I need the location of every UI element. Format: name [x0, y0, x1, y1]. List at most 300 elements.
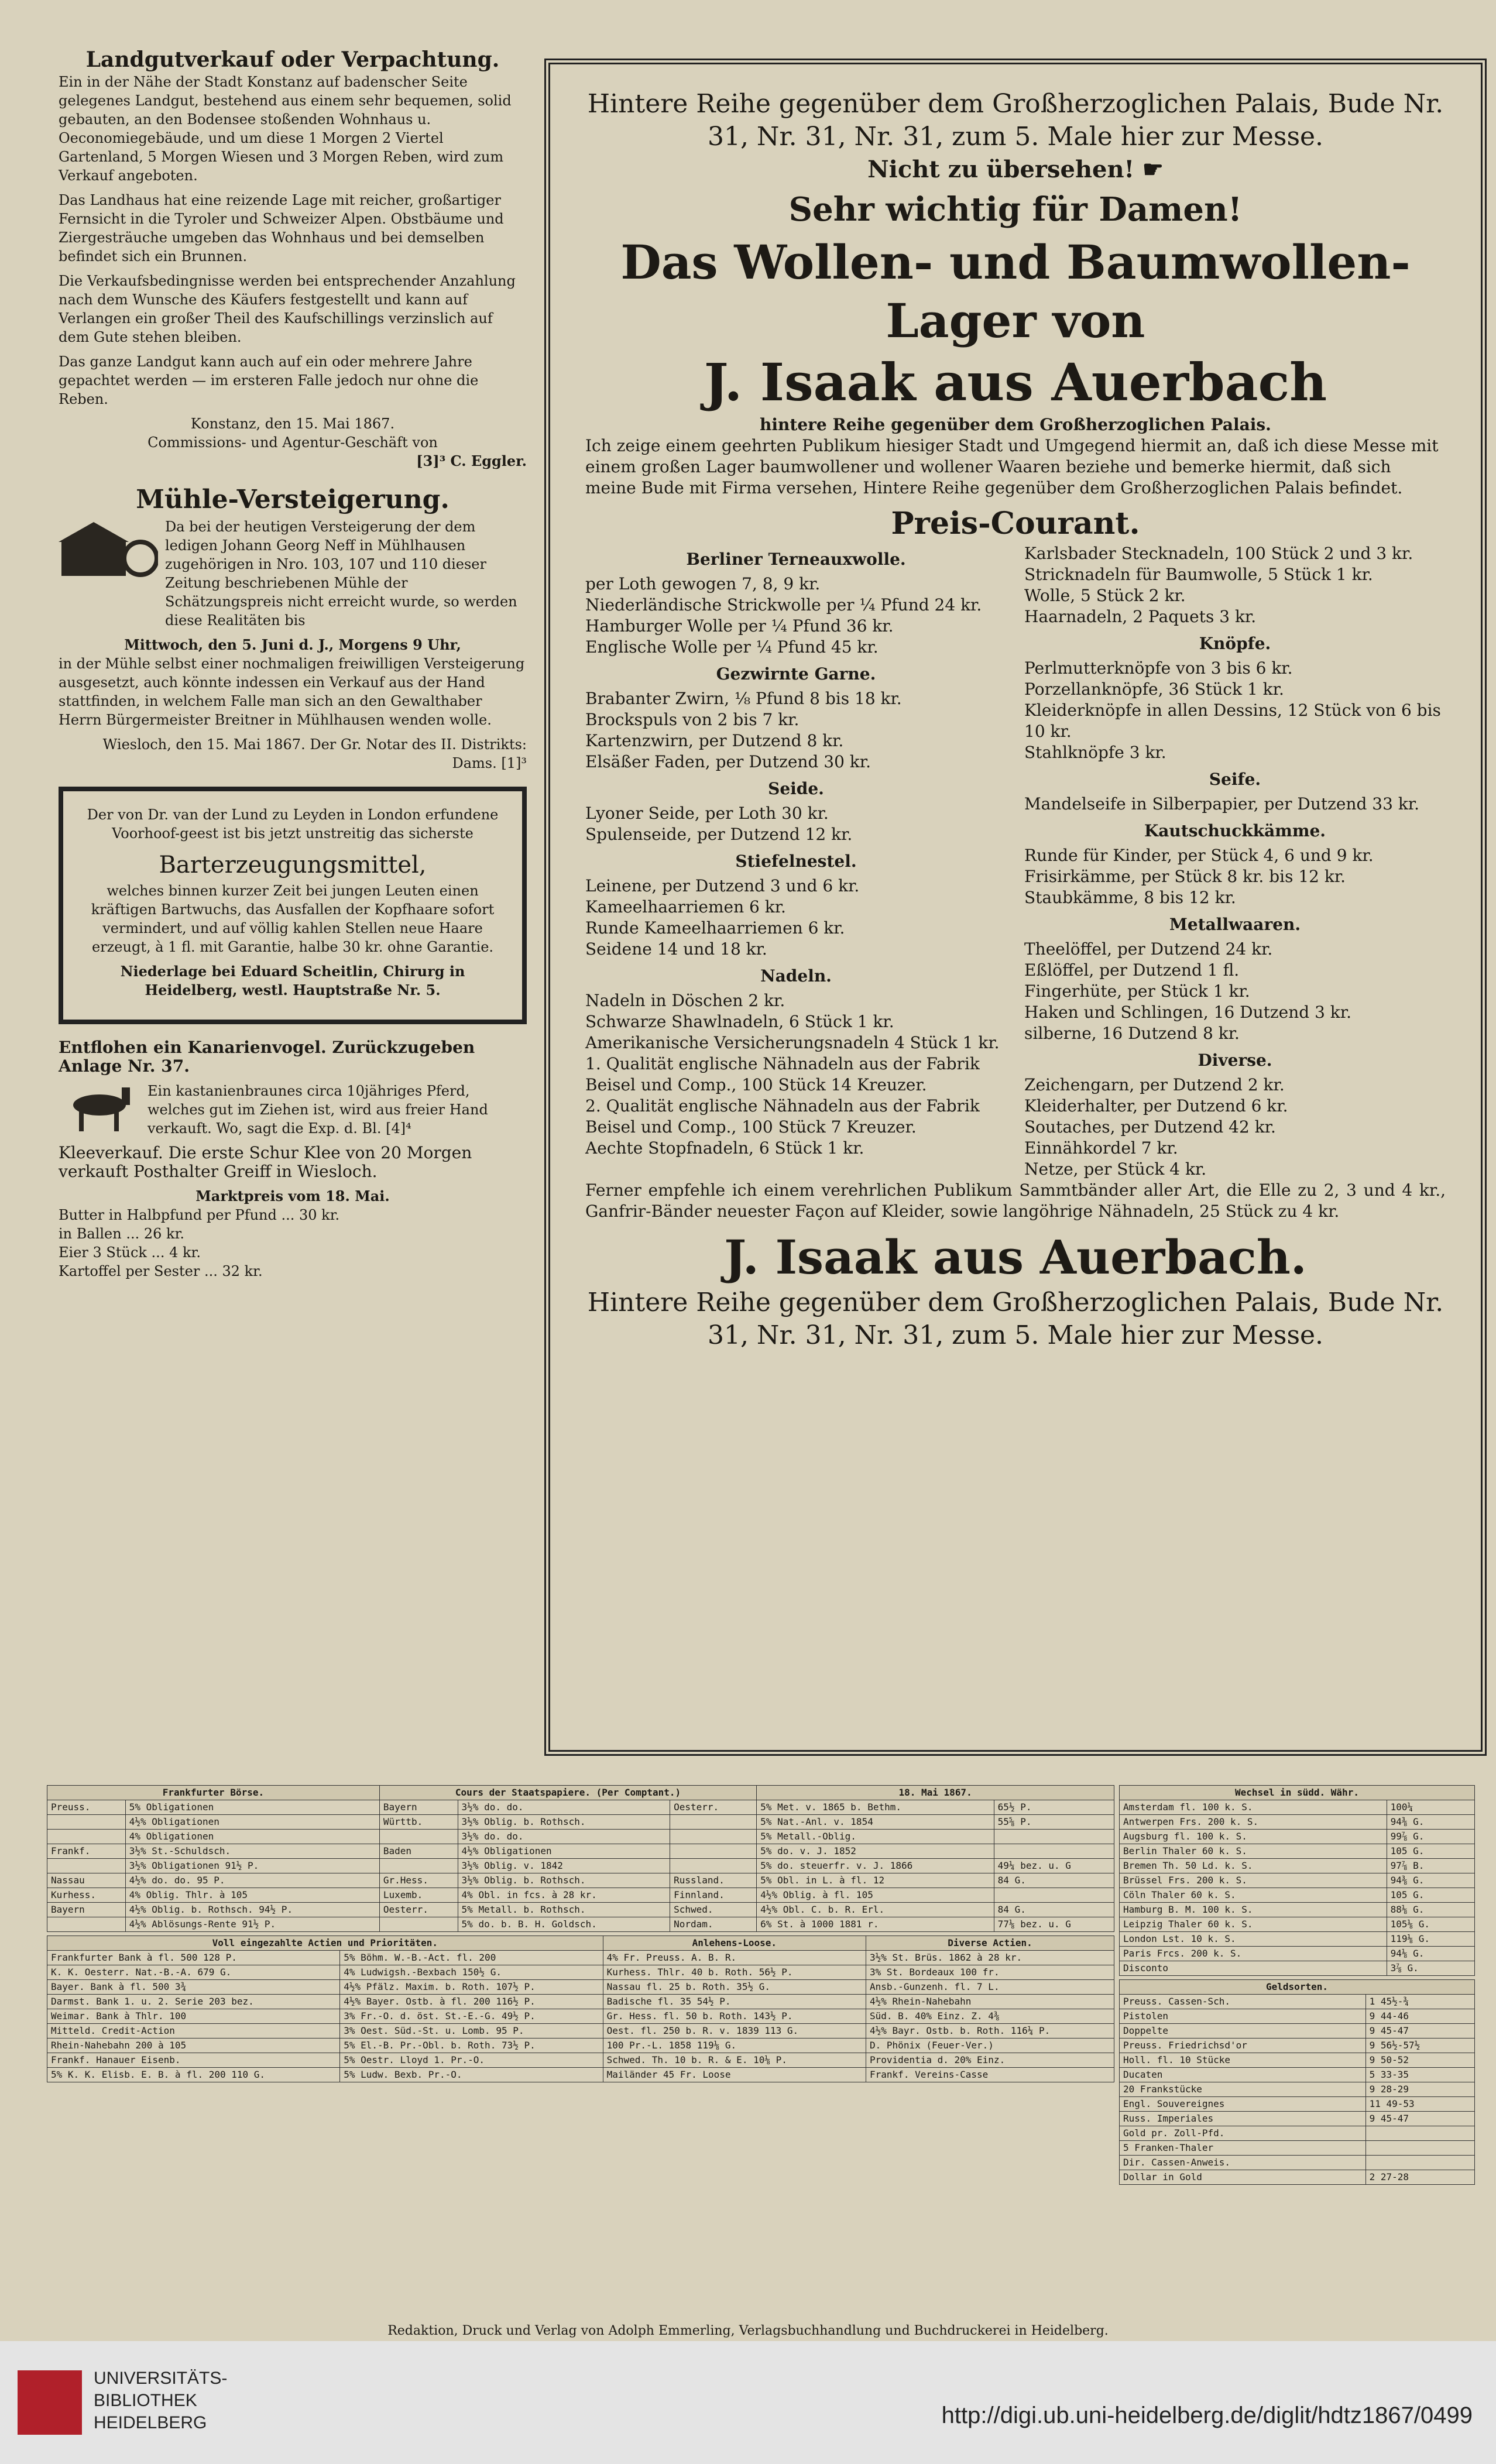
wechsel-row — [1120, 1917, 1475, 1932]
stock-cell — [994, 1844, 1114, 1859]
stock-cell: 55⅝ P. — [994, 1815, 1114, 1830]
wechsel-cell: 119⅛ G. — [1387, 1932, 1474, 1947]
stock-cell — [670, 1844, 757, 1859]
geld-cell: 5 Franken-Thaler — [1120, 2141, 1366, 2156]
stock-cell: 5% Obligationen — [125, 1800, 379, 1815]
price-section-heading: Gezwirnte Garne. — [716, 664, 876, 684]
stock-row — [47, 1873, 1114, 1888]
stock-cell — [670, 1815, 757, 1830]
stock-cell: 3½% St.-Schuldsch. — [125, 1844, 379, 1859]
stock-cell: 4% Obligationen — [125, 1830, 379, 1844]
price-item: Zeichengarn, per Dutzend 2 kr. — [1024, 1075, 1285, 1094]
price-item: Nadeln in Döschen 2 kr. — [585, 991, 785, 1010]
geld-cell: 9 28-29 — [1365, 2082, 1474, 2097]
stock-cell: Bayern — [379, 1800, 458, 1815]
actien-cell: Gr. Hess. fl. 50 b. Roth. 143½ P. — [603, 2009, 866, 2024]
wechsel-cell: 105 G. — [1387, 1888, 1474, 1903]
horse-ad — [59, 1082, 527, 1144]
price-item: Theelöffel, per Dutzend 24 kr. — [1024, 939, 1273, 959]
price-item: Kartenzwirn, per Dutzend 8 kr. — [585, 731, 844, 750]
price-item: per Loth gewogen 7, 8, 9 kr. — [585, 574, 821, 593]
market-price-row: in Ballen ... 26 kr. — [59, 1226, 185, 1242]
actien-cell: 100 Pr.-L. 1858 119⅛ G. — [603, 2039, 866, 2053]
wechsel-cell: Brüssel Frs. 200 k. S. — [1120, 1873, 1387, 1888]
geld-cell: Russ. Imperiales — [1120, 2112, 1366, 2126]
stock-cell: Gr.Hess. — [379, 1873, 458, 1888]
stock-cell: 77⅛ bez. u. G — [994, 1917, 1114, 1932]
library-logo-icon — [18, 2370, 82, 2435]
price-item: Runde Kameelhaarriemen 6 kr. — [585, 918, 845, 938]
beard-ad-intro: Der von Dr. van der Lund zu Leyden in London erfundene Voorhoof-geest ist bis jetzt unstreitig das sicherste — [87, 807, 499, 842]
wechsel-row — [1120, 1830, 1475, 1844]
geld-cell: Gold pr. Zoll-Pfd. — [1120, 2126, 1366, 2141]
wechsel-row — [1120, 1947, 1475, 1961]
geld-cell: 9 45-47 — [1365, 2112, 1474, 2126]
beard-ad-title: Barterzeugungsmittel, — [159, 852, 427, 878]
price-section-heading: Nadeln. — [760, 966, 832, 986]
wechsel-cell: Hamburg B. M. 100 k. S. — [1120, 1903, 1387, 1917]
ad-location: hintere Reihe gegenüber dem Großherzoglichen Palais. — [760, 415, 1271, 434]
actien-cell: Frankf. Hanauer Eisenb. — [47, 2053, 340, 2068]
geld-row — [1120, 2097, 1475, 2112]
price-item: Staubkämme, 8 bis 12 kr. — [1024, 888, 1236, 907]
geld-cell: 9 45-47 — [1365, 2024, 1474, 2039]
geld-cell: 5 33-35 — [1365, 2068, 1474, 2082]
land-paragraph-2: Das Landhaus hat eine reizende Lage mit reicher, großartiger Fernsicht in die Tyroler und Schweizer Alpen. Obstbäume und Ziergesträuche umgeben das Wohnhaus und bei demselben befindet sich ein Brunnen. — [59, 192, 504, 265]
price-item: Amerikanische Versicherungsnadeln 4 Stück 1 kr. — [585, 1033, 1000, 1052]
actien-cell: K. K. Oesterr. Nat.-B.-A. 679 G. — [47, 1965, 340, 1980]
land-signature-2: Commissions- und Agentur-Geschäft von — [147, 434, 438, 451]
geld-row — [1120, 2082, 1475, 2097]
stock-cell: Württb. — [379, 1815, 458, 1830]
wechsel-row — [1120, 1932, 1475, 1947]
actien-cell: 4½% Bayer. Ostb. à fl. 200 116½ P. — [340, 1995, 603, 2009]
price-item: 1. Qualität englische Nähnadeln aus der Fabrik Beisel und Comp., 100 Stück 14 Kreuzer. — [585, 1054, 980, 1094]
actien-cell: Badische fl. 35 54½ P. — [603, 1995, 866, 2009]
stock-cell: Kurhess. — [47, 1888, 126, 1903]
wechsel-cell: 94⅛ G. — [1387, 1947, 1474, 1961]
actien-cell: 4½% Pfälz. Maxim. b. Roth. 107½ P. — [340, 1980, 603, 1995]
stock-row — [47, 1859, 1114, 1873]
stock-cell — [379, 1917, 458, 1932]
actien-cell: 4½% Rhein-Nahebahn — [866, 1995, 1114, 2009]
land-signature-1: Konstanz, den 15. Mai 1867. — [190, 416, 395, 432]
wechsel-table — [1119, 1785, 1475, 1976]
stock-cell: 4% Obl. in fcs. à 28 kr. — [458, 1888, 670, 1903]
stock-cell — [994, 1830, 1114, 1844]
stock-cell — [994, 1888, 1114, 1903]
geld-cell — [1365, 2126, 1474, 2141]
price-item: Stahlknöpfe 3 kr. — [1024, 743, 1166, 762]
actien-cell: 5% Böhm. W.-B.-Act. fl. 200 — [340, 1951, 603, 1965]
market-price-row: Eier 3 Stück ... 4 kr. — [59, 1244, 201, 1261]
geld-cell — [1365, 2141, 1474, 2156]
price-item: Runde für Kinder, per Stück 4, 6 und 9 kr. — [1024, 846, 1374, 865]
ad-title-1: Das Wollen- und Baumwollen- — [620, 235, 1411, 290]
actien-cell: Providentia d. 20% Einz. — [866, 2053, 1114, 2068]
geld-row — [1120, 2112, 1475, 2126]
actien-cell: Süd. B. 40% Einz. Z. 4⅜ — [866, 2009, 1114, 2024]
geld-cell: Doppelte — [1120, 2024, 1366, 2039]
geld-cell: Ducaten — [1120, 2068, 1366, 2082]
geld-row — [1120, 2024, 1475, 2039]
stock-cell: 4½% Ablösungs-Rente 91½ P. — [125, 1917, 379, 1932]
muehle-date: Mittwoch, den 5. Juni d. J., Morgens 9 Uhr, — [124, 636, 461, 653]
geld-table — [1119, 1979, 1475, 2185]
stock-cell: 5% Nat.-Anl. v. 1854 — [757, 1815, 994, 1830]
wechsel-cell: Bremen Th. 50 Ld. k. S. — [1120, 1859, 1387, 1873]
actien-cell: 3% St. Bordeaux 100 fr. — [866, 1965, 1114, 1980]
boerse-title: Frankfurter Börse. — [47, 1786, 380, 1800]
actien-cell: Oest. fl. 250 b. R. v. 1839 113 G. — [603, 2024, 866, 2039]
price-item: Haken und Schlingen, 16 Dutzend 3 kr. — [1024, 1003, 1351, 1022]
actien-cell: 5% Ludw. Bexb. Pr.-O. — [340, 2068, 603, 2082]
geld-cell: Preuss. Cassen-Sch. — [1120, 1995, 1366, 2009]
actien-cell: Schwed. Th. 10 b. R. & E. 10⅛ P. — [603, 2053, 866, 2068]
market-title: Marktpreis vom 18. Mai. — [195, 1188, 390, 1204]
geld-row — [1120, 2170, 1475, 2185]
geld-row — [1120, 2053, 1475, 2068]
wechsel-cell: 3⅞ G. — [1387, 1961, 1474, 1976]
stock-cell — [670, 1859, 757, 1873]
ad-not-miss: Nicht zu übersehen! ☛ — [867, 156, 1164, 183]
stock-cell: Baden — [379, 1844, 458, 1859]
wechsel-row — [1120, 1903, 1475, 1917]
library-name-line-3: HEIDELBERG — [94, 2413, 207, 2432]
price-item: Kleiderhalter, per Dutzend 6 kr. — [1024, 1096, 1288, 1116]
ad-bottom-line: Hintere Reihe gegenüber dem Großherzoglichen Palais, Bude Nr. 31, Nr. 31, Nr. 31, zum 5. Male hier zur Messe. — [587, 1288, 1444, 1350]
wechsel-cell: 94⅜ G. — [1387, 1815, 1474, 1830]
price-item: Porzellanknöpfe, 36 Stück 1 kr. — [1024, 680, 1284, 699]
wechsel-cell: 94⅜ G. — [1387, 1873, 1474, 1888]
stock-cell: 65½ P. — [994, 1800, 1114, 1815]
geld-cell: Dollar in Gold — [1120, 2170, 1366, 2185]
exchange-section — [47, 1785, 1475, 2185]
source-url-link[interactable]: http://digi.ub.uni-heidelberg.de/diglit/hdtz1867/0499 — [941, 2403, 1473, 2428]
geld-cell: 1 45½-¾ — [1365, 1995, 1474, 2009]
land-paragraph-4: Das ganze Landgut kann auch auf ein oder mehrere Jahre gepachtet werden — im ersteren Falle jedoch nur ohne die Reben. — [59, 354, 479, 407]
price-list-title: Preis-Courant. — [891, 506, 1140, 541]
ad-closing: Ferner empfehle ich einem verehrlichen Publikum Sammtbänder aller Art, die Elle zu 2, 3 und 4 kr., Ganfrir-Bänder neuester Façon auf Kleider, sowie langöhrige Nähnadeln, 25 Stück zu 4 kr. — [585, 1180, 1446, 1221]
muehle-text: Da bei der heutigen Versteigerung der dem ledigen Johann Georg Neff in Mühlhausen zugehörigen in Nro. 103, 107 und 110 dieser Zeitung beschriebenen Mühle der Schätzungspreis nicht erreicht wurde, so werden diese Realitäten bis — [165, 519, 517, 629]
stock-cell: Frankf. — [47, 1844, 126, 1859]
price-item: Karlsbader Stecknadeln, 100 Stück 2 und 3 kr. — [1024, 544, 1413, 563]
stock-cell: 5% do. steuerfr. v. J. 1866 — [757, 1859, 994, 1873]
actien-table — [47, 1935, 1114, 2082]
geld-cell: 20 Frankstücke — [1120, 2082, 1366, 2097]
wechsel-cell: London Lst. 10 k. S. — [1120, 1932, 1387, 1947]
stock-cell: Luxemb. — [379, 1888, 458, 1903]
stock-cell: 5% do. b. B. H. Goldsch. — [458, 1917, 670, 1932]
actien-cell: D. Phönix (Feuer-Ver.) — [866, 2039, 1114, 2053]
wechsel-cell: Amsterdam fl. 100 k. S. — [1120, 1800, 1387, 1815]
price-item: Englische Wolle per ¼ Pfund 45 kr. — [585, 637, 879, 657]
stock-cell: 4½% Oblig. à fl. 105 — [757, 1888, 994, 1903]
geld-cell: 9 56½-57½ — [1365, 2039, 1474, 2053]
wechsel-cell: Antwerpen Frs. 200 k. S. — [1120, 1815, 1387, 1830]
actien-cell: Mailänder 45 Fr. Loose — [603, 2068, 866, 2082]
boerse-date: 18. Mai 1867. — [757, 1786, 1114, 1800]
imprint: Redaktion, Druck und Verlag von Adolph Emmerling, Verlagsbuchhandlung und Buchdruckerei in Heidelberg. — [387, 2324, 1109, 2338]
stock-cell: Finnland. — [670, 1888, 757, 1903]
stock-cell — [47, 1815, 126, 1830]
stock-cell — [379, 1830, 458, 1844]
geld-row — [1120, 2126, 1475, 2141]
price-section-heading: Seide. — [768, 779, 824, 798]
stock-cell — [379, 1859, 458, 1873]
price-section-heading: Metallwaaren. — [1169, 915, 1301, 934]
geld-row — [1120, 2009, 1475, 2024]
price-item: Mandelseife in Silberpapier, per Dutzend 33 kr. — [1024, 794, 1420, 814]
wechsel-cell: 88⅛ G. — [1387, 1903, 1474, 1917]
price-item: Haarnadeln, 2 Paquets 3 kr. — [1024, 607, 1257, 626]
price-item: Stricknadeln für Baumwolle, 5 Stück 1 kr. — [1024, 565, 1373, 584]
market-price-list — [59, 1206, 527, 1281]
stock-row — [47, 1903, 1114, 1917]
ad-firm: J. Isaak aus Auerbach — [704, 352, 1327, 413]
actien-cell: 4% Ludwigsh.-Bexbach 150½ G. — [340, 1965, 603, 1980]
price-item: Soutaches, per Dutzend 42 kr. — [1024, 1117, 1276, 1137]
price-section-heading: Kautschuckkämme. — [1144, 821, 1326, 840]
cours-title: Cours der Staatspapiere. (Per Comptant.) — [379, 1786, 756, 1800]
actien-row — [47, 2024, 1114, 2039]
wechsel-row — [1120, 1844, 1475, 1859]
muehle-block — [59, 517, 527, 636]
stock-cell: 4½% Obligationen — [125, 1815, 379, 1830]
price-item: Perlmutterknöpfe von 3 bis 6 kr. — [1024, 658, 1293, 678]
actien-row — [47, 2068, 1114, 2082]
wechsel-cell: 99⅞ G. — [1387, 1830, 1474, 1844]
geld-cell: 2 27-28 — [1365, 2170, 1474, 2185]
library-footer — [0, 2341, 1496, 2464]
actien-cell: Frankf. Vereins-Casse — [866, 2068, 1114, 2082]
stock-cell: 5% Obl. in L. à fl. 12 — [757, 1873, 994, 1888]
actien-cell: Bayer. Bank à fl. 500 3¾ — [47, 1980, 340, 1995]
price-section-heading: Berliner Terneauxwolle. — [686, 550, 906, 569]
price-item: Leinene, per Dutzend 3 und 6 kr. — [585, 876, 860, 895]
geld-cell: 11 49-53 — [1365, 2097, 1474, 2112]
stock-cell: Oesterr. — [670, 1800, 757, 1815]
geld-cell: 9 44-46 — [1365, 2009, 1474, 2024]
geld-title: Geldsorten. — [1120, 1980, 1475, 1995]
wechsel-cell: 105 G. — [1387, 1844, 1474, 1859]
actien-row — [47, 1951, 1114, 1965]
price-column-2 — [1024, 543, 1446, 1180]
geld-cell: Dir. Cassen-Anweis. — [1120, 2156, 1366, 2170]
stock-cell: 4½% do. do. 95 P. — [125, 1873, 379, 1888]
price-item: Kameelhaarriemen 6 kr. — [585, 897, 786, 917]
price-item: Seidene 14 und 18 kr. — [585, 939, 767, 959]
beard-ad-text: welches binnen kurzer Zeit bei jungen Leuten einen kräftigen Bartwuchs, das Ausfallen der Kopfhaare sofort vermindert, und auf völlig kahlen Stellen neue Haare erzeugt, à 1 fl. mit Garantie, halbe 30 kr. ohne Garantie. — [91, 883, 495, 955]
price-item: Elsäßer Faden, per Dutzend 30 kr. — [585, 752, 871, 771]
stock-row — [47, 1888, 1114, 1903]
stock-cell: Bayern — [47, 1903, 126, 1917]
stock-row — [47, 1917, 1114, 1932]
wechsel-row — [1120, 1888, 1475, 1903]
stock-row — [47, 1800, 1114, 1815]
wechsel-cell: Berlin Thaler 60 k. S. — [1120, 1844, 1387, 1859]
stock-row — [47, 1815, 1114, 1830]
stock-cell — [47, 1830, 126, 1844]
wechsel-row — [1120, 1859, 1475, 1873]
horse-icon — [59, 1082, 140, 1134]
stock-cell: Preuss. — [47, 1800, 126, 1815]
stock-cell: 4½% Obligationen — [458, 1844, 670, 1859]
actien-cell: 4% Fr. Preuss. A. B. R. — [603, 1951, 866, 1965]
mill-icon — [59, 517, 158, 582]
stock-row — [47, 1830, 1114, 1844]
actien-cell: Frankfurter Bank à fl. 500 128 P. — [47, 1951, 340, 1965]
actien-cell: 5% K. K. Elisb. E. B. à fl. 200 110 G. — [47, 2068, 340, 2082]
land-paragraph-1: Ein in der Nähe der Stadt Konstanz auf badenscher Seite gelegenes Landgut, bestehend aus einem sehr bequemen, solid gebauten, an den Bodensee stoßenden Wohnhaus u. Oeconomiegebäude, und um diese 1 Morgen 2 Viertel Gartenland, 5 Morgen Wiesen und 3 Morgen Reben, wird zum Verkauf angeboten. — [59, 74, 512, 184]
geld-cell: Pistolen — [1120, 2009, 1366, 2024]
actien-row — [47, 1965, 1114, 1980]
actien-cell: Ansb.-Gunzenh. fl. 7 L. — [866, 1980, 1114, 1995]
wechsel-cell: Paris Frcs. 200 k. S. — [1120, 1947, 1387, 1961]
stock-cell: 3½% do. do. — [458, 1800, 670, 1815]
actien-cell: 3½% St. Brüs. 1862 à 28 kr. — [866, 1951, 1114, 1965]
horse-ad-text: Ein kastanienbraunes circa 10jähriges Pferd, welches gut im Ziehen ist, wird aus freier Hand verkauft. Wo, sagt die Exp. d. Bl. [4]⁴ — [147, 1083, 488, 1137]
klee-ad: Kleeverkauf. Die erste Schur Klee von 20 Morgen verkauft Posthalter Greiff in Wiesloch. — [59, 1143, 472, 1181]
market-price-row: Butter in Halbpfund per Pfund ... 30 kr. — [59, 1207, 340, 1223]
stock-cell: Russland. — [670, 1873, 757, 1888]
stock-cell: Nordam. — [670, 1917, 757, 1932]
actien-cell: 3% Oest. Süd.-St. u. Lomb. 95 P. — [340, 2024, 603, 2039]
library-name-line-1: UNIVERSITÄTS- — [94, 2369, 228, 2388]
price-list — [585, 543, 1446, 1180]
stock-cell: Schwed. — [670, 1903, 757, 1917]
market-price-row: Kartoffel per Sester ... 32 kr. — [59, 1263, 263, 1279]
wechsel-cell: 100¼ — [1387, 1800, 1474, 1815]
price-item: Fingerhüte, per Stück 1 kr. — [1024, 982, 1250, 1001]
geld-cell: 9 50-52 — [1365, 2053, 1474, 2068]
ad-ladies: Sehr wichtig für Damen! — [788, 190, 1243, 229]
entflohen-ad: Entflohen ein Kanarienvogel. Zurückzugeben Anlage Nr. 37. — [59, 1038, 475, 1076]
geld-cell — [1365, 2156, 1474, 2170]
land-paragraph-3: Die Verkaufsbedingnisse werden bei entsprechender Anzahlung nach dem Wunsche des Käufers festgestellt und kann auf Verlangen ein großer Theil des Kaufschillings verzinslich auf dem Gute stehen bleiben. — [59, 273, 516, 345]
stock-cell: 5% do. v. J. 1852 — [757, 1844, 994, 1859]
actien-cell: Nassau fl. 25 b. Roth. 35½ G. — [603, 1980, 866, 1995]
actien-cell: 5% Oestr. Lloyd 1. Pr.-O. — [340, 2053, 603, 2068]
actien-cell: Weimar. Bank à Thlr. 100 — [47, 2009, 340, 2024]
price-item: Wolle, 5 Stück 2 kr. — [1024, 586, 1186, 605]
price-item: 2. Qualität englische Nähnadeln aus der Fabrik Beisel und Comp., 100 Stück 7 Kreuzer. — [585, 1096, 980, 1137]
price-item: Frisirkämme, per Stück 8 kr. bis 12 kr. — [1024, 867, 1346, 886]
stock-row — [47, 1844, 1114, 1859]
stock-cell: 3½% Oblig. v. 1842 — [458, 1859, 670, 1873]
actien-row — [47, 2009, 1114, 2024]
stock-cell: 3½% Obligationen 91½ P. — [125, 1859, 379, 1873]
ad-title-2: Lager von — [886, 293, 1145, 348]
auerbach-ad — [544, 59, 1487, 1756]
ad-intro: Ich zeige einem geehrten Publikum hiesiger Stadt und Umgegend hiermit an, daß ich diese Messe mit einem großen Lager baumwollener und wollener Waaren beziehe und bemerke hiermit, daß sich meine Bude mit Firma versehen, Hintere Reihe gegenüber dem Großherzoglichen Palais befindet. — [585, 436, 1439, 497]
wechsel-cell: Cöln Thaler 60 k. S. — [1120, 1888, 1387, 1903]
actien-cell: Kurhess. Thlr. 40 b. Roth. 56½ P. — [603, 1965, 866, 1980]
stock-cell: Nassau — [47, 1873, 126, 1888]
price-item: Schwarze Shawlnadeln, 6 Stück 1 kr. — [585, 1012, 894, 1031]
wechsel-cell: Leipzig Thaler 60 k. S. — [1120, 1917, 1387, 1932]
wechsel-row — [1120, 1873, 1475, 1888]
anleihen-title: Anlehens-Loose. — [603, 1936, 866, 1951]
price-section-heading: Diverse. — [1198, 1051, 1272, 1070]
geld-cell: Engl. Souvereignes — [1120, 2097, 1366, 2112]
ad-firm-2: J. Isaak aus Auerbach. — [724, 1230, 1307, 1285]
stock-cell: 5% Metall.-Oblig. — [757, 1830, 994, 1844]
stock-cell: 49¼ bez. u. G — [994, 1859, 1114, 1873]
beard-ad-store: Niederlage bei Eduard Scheitlin, Chirurg in Heidelberg, westl. Hauptstraße Nr. 5. — [120, 963, 465, 998]
stock-cell: 3½% Oblig. b. Rothsch. — [458, 1873, 670, 1888]
beard-ad-box — [59, 787, 527, 1024]
price-item: Einnähkordel 7 kr. — [1024, 1138, 1178, 1158]
stock-cell: Oesterr. — [379, 1903, 458, 1917]
stock-cell — [670, 1830, 757, 1844]
stock-cell: 4% Oblig. Thlr. à 105 — [125, 1888, 379, 1903]
price-section-heading: Knöpfe. — [1199, 634, 1271, 653]
wechsel-cell: Augsburg fl. 100 k. S. — [1120, 1830, 1387, 1844]
wechsel-cell: 97⅞ B. — [1387, 1859, 1474, 1873]
stock-cell: 5% Metall. b. Rothsch. — [458, 1903, 670, 1917]
wechsel-row — [1120, 1800, 1475, 1815]
geld-row — [1120, 2141, 1475, 2156]
price-item: Niederländische Strickwolle per ¼ Pfund 24 kr. — [585, 595, 982, 615]
geld-row — [1120, 1995, 1475, 2009]
stock-cell: 84 G. — [994, 1903, 1114, 1917]
stock-cell — [47, 1859, 126, 1873]
stock-cell: 4½% Oblig. b. Rothsch. 94½ P. — [125, 1903, 379, 1917]
actien-row — [47, 1980, 1114, 1995]
price-item: Brabanter Zwirn, ⅛ Pfund 8 bis 18 kr. — [585, 689, 902, 708]
land-title: Landgutverkauf oder Verpachtung. — [85, 47, 500, 72]
actien-cell: 5% El.-B. Pr.-Obl. b. Roth. 73½ P. — [340, 2039, 603, 2053]
stock-cell: 4½% Obl. C. b. R. Erl. — [757, 1903, 994, 1917]
price-item: silberne, 16 Dutzend 8 kr. — [1024, 1024, 1240, 1043]
geld-row — [1120, 2068, 1475, 2082]
actien-cell: Mitteld. Credit-Action — [47, 2024, 340, 2039]
price-item: Eßlöffel, per Dutzend 1 fl. — [1024, 960, 1240, 980]
price-item: Spulenseide, per Dutzend 12 kr. — [585, 825, 853, 844]
price-item: Brockspuls von 2 bis 7 kr. — [585, 710, 800, 729]
wechsel-cell: Disconto — [1120, 1961, 1387, 1976]
diverse-title: Diverse Actien. — [866, 1936, 1114, 1951]
muehle-signature: Wiesloch, den 15. Mai 1867. Der Gr. Notar des II. Distrikts: Dams. [1]³ — [102, 736, 527, 771]
stock-cell: 5% Met. v. 1865 b. Bethm. — [757, 1800, 994, 1815]
actien-row — [47, 2039, 1114, 2053]
library-name — [94, 2367, 227, 2434]
stock-table — [47, 1785, 1114, 1932]
actien-cell: Rhein-Nahebahn 200 à 105 — [47, 2039, 340, 2053]
stock-cell: 3½% Oblig. b. Rothsch. — [458, 1815, 670, 1830]
muehle-text-2: in der Mühle selbst einer nochmaligen freiwilligen Versteigerung ausgesetzt, auch könnte indessen ein Verkauf aus der Hand stattfinden, in welchem Falle man sich an den Gewalthaber Herrn Bürgermeister Breitner in Mühlhausen wenden wolle. — [59, 656, 525, 728]
price-section-heading: Stiefelnestel. — [735, 852, 857, 871]
price-section-heading: Seife. — [1209, 770, 1261, 789]
price-column-1 — [585, 543, 1007, 1180]
geld-row — [1120, 2156, 1475, 2170]
actien-cell: Darmst. Bank 1. u. 2. Serie 203 bez. — [47, 1995, 340, 2009]
library-name-line-2: BIBLIOTHEK — [94, 2391, 197, 2410]
actien-title: Voll eingezahlte Actien und Prioritäten. — [47, 1936, 603, 1951]
stock-cell: 84 G. — [994, 1873, 1114, 1888]
actien-row — [47, 2053, 1114, 2068]
actien-cell: 3% Fr.-O. d. öst. St.-E.-G. 49½ P. — [340, 2009, 603, 2024]
price-item: Kleiderknöpfe in allen Dessins, 12 Stück von 6 bis 10 kr. — [1024, 701, 1441, 741]
stock-cell: 3½% do. do. — [458, 1830, 670, 1844]
actien-cell: 4½% Bayr. Ostb. b. Roth. 116¼ P. — [866, 2024, 1114, 2039]
actien-row — [47, 1995, 1114, 2009]
geld-cell: Preuss. Friedrichsd'or — [1120, 2039, 1366, 2053]
price-item: Aechte Stopfnadeln, 6 Stück 1 kr. — [585, 1138, 864, 1158]
land-signature-3: [3]³ C. Eggler. — [416, 452, 527, 469]
wechsel-cell: 105⅛ G. — [1387, 1917, 1474, 1932]
